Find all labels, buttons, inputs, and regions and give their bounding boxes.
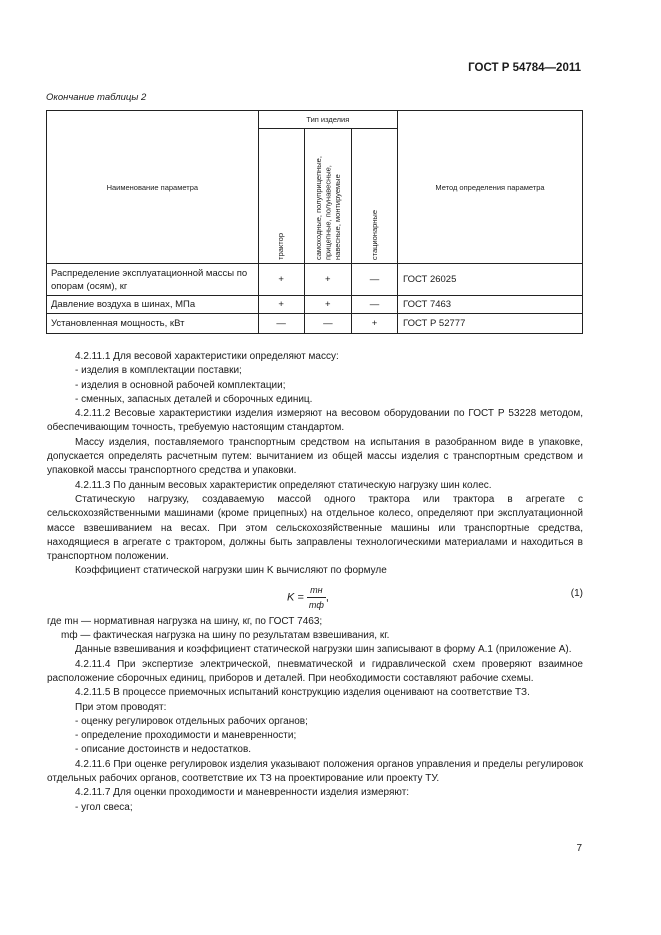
formula-fraction: [307, 583, 326, 613]
list-item: - угол свеса;: [75, 801, 133, 813]
row-name: Установленная мощность, кВт: [47, 314, 259, 334]
where-clause: mф — фактическая нагрузка на шину по результатам взвешивания, кг.: [61, 630, 390, 642]
paragraph: 4.2.11.5 В процессе приемочных испытаний конструкцию изделия оценивают на соответствие ТЗ.: [75, 687, 530, 699]
list-item: - сменных, запасных деталей и сборочных единиц.: [75, 393, 313, 405]
formula-tail: ,: [325, 591, 329, 604]
list-item: - изделия в комплектации поставки;: [75, 365, 242, 377]
header-type-selfpropelled: самоходные, полуприцепные, прицепные, полунавесные, навесные, монтируемые: [304, 129, 351, 264]
row-mark: +: [258, 264, 304, 296]
row-mark: +: [352, 314, 398, 334]
paragraph: 4.2.11.7 Для оценки проходимости и маневренности изделия измеряют:: [75, 787, 410, 799]
row-mark: —: [352, 296, 398, 314]
header-type-stationary: стационарные: [352, 129, 398, 264]
paragraph: Данные взвешивания и коэффициент статической нагрузки шин записывают в форму А.1 (приложение А).: [75, 644, 572, 656]
list-item: - определение проходимости и маневренности;: [75, 730, 297, 742]
formula-lhs: K =: [287, 591, 304, 604]
header-method: Метод определения параметра: [397, 111, 582, 264]
row-name: Распределение эксплуатационной массы по опорам (осям), кг: [47, 264, 259, 296]
table-row: [47, 296, 583, 314]
paragraph: 4.2.11.1 Для весовой характеристики определяют массу:: [75, 351, 339, 362]
table-caption: Окончание таблицы 2: [46, 92, 147, 103]
table-row: [47, 264, 583, 296]
paragraph: Массу изделия, поставляемого транспортным средством на испытания в разобранном виде в упаковке, допускается определять расчетным путем: вычитанием из общей массы изделия с транспортным средством и упаковкой массы транспортного средства и упаковки.: [47, 436, 583, 477]
where-clause: где mн — нормативная нагрузка на шину, кг, по ГОСТ 7463;: [47, 615, 323, 627]
row-mark: +: [258, 296, 304, 314]
paragraph: 4.2.11.6 При оценке регулировок изделия указывают положения органов управления и пределы регулировок отдельных рабочих органов, соответствие их ТЗ на проектирование или проекту ТУ.: [47, 758, 583, 785]
table-row: [47, 314, 583, 334]
page-number: 7: [576, 843, 582, 854]
paragraph: 4.2.11.4 При экспертизе электрической, пневматической и гидравлической схем проверяют взаимное расположение сборочных единиц, приборов и деталей. При необходимости составляют рабочие схемы.: [47, 658, 583, 684]
row-mark: —: [304, 314, 351, 334]
row-method: ГОСТ 26025: [397, 264, 582, 296]
formula-numerator: mн: [307, 583, 326, 598]
header-type-tractor: трактор: [258, 129, 304, 264]
row-mark: —: [258, 314, 304, 334]
paragraph: 4.2.11.3 По данным весовых характеристик определяют статическую нагрузку шин колес.: [75, 479, 492, 491]
paragraph: Коэффициент статической нагрузки шин K вычисляют по формуле: [75, 565, 387, 577]
header-parameter-name: Наименование параметра: [47, 111, 259, 264]
row-mark: +: [304, 296, 351, 314]
formula: [47, 579, 583, 615]
formula-denominator: mф: [308, 600, 324, 611]
row-mark: +: [304, 264, 351, 296]
body-text: [47, 350, 583, 815]
row-method: ГОСТ 7463: [397, 296, 582, 314]
paragraph: При этом проводят:: [75, 701, 167, 713]
row-mark: —: [352, 264, 398, 296]
row-name: Давление воздуха в шинах, МПа: [47, 296, 259, 314]
formula-expression: [287, 583, 329, 613]
parameters-table: [46, 110, 583, 334]
list-item: - описание достоинств и недостатков.: [75, 744, 252, 756]
paragraph: Статическую нагрузку, создаваемую массой одного трактора или трактора в агрегате с сельскохозяйственными машинами (кроме прицепных) на отдельное колесо, определяют при эксплуатационной массе взвешиванием на весах. При этом сельскохозяйственные машины или транспортные средства, находящиеся в агрегате с трактором, должны быть заправлены технологическими материалами и находиться в транспортном положении.: [47, 493, 583, 563]
list-item: - изделия в основной рабочей комплектации;: [75, 379, 286, 391]
paragraph: 4.2.11.2 Весовые характеристики изделия измеряют на весовом оборудовании по ГОСТ Р 53228 методом, обеспечивающим точность, требуемую настоящим стандартом.: [47, 408, 583, 434]
header-product-type: Тип изделия: [258, 111, 397, 129]
list-item: - оценку регулировок отдельных рабочих органов;: [75, 715, 308, 727]
document-code: ГОСТ Р 54784—2011: [468, 62, 581, 74]
row-method: ГОСТ Р 52777: [397, 314, 582, 334]
formula-number: (1): [570, 587, 583, 599]
